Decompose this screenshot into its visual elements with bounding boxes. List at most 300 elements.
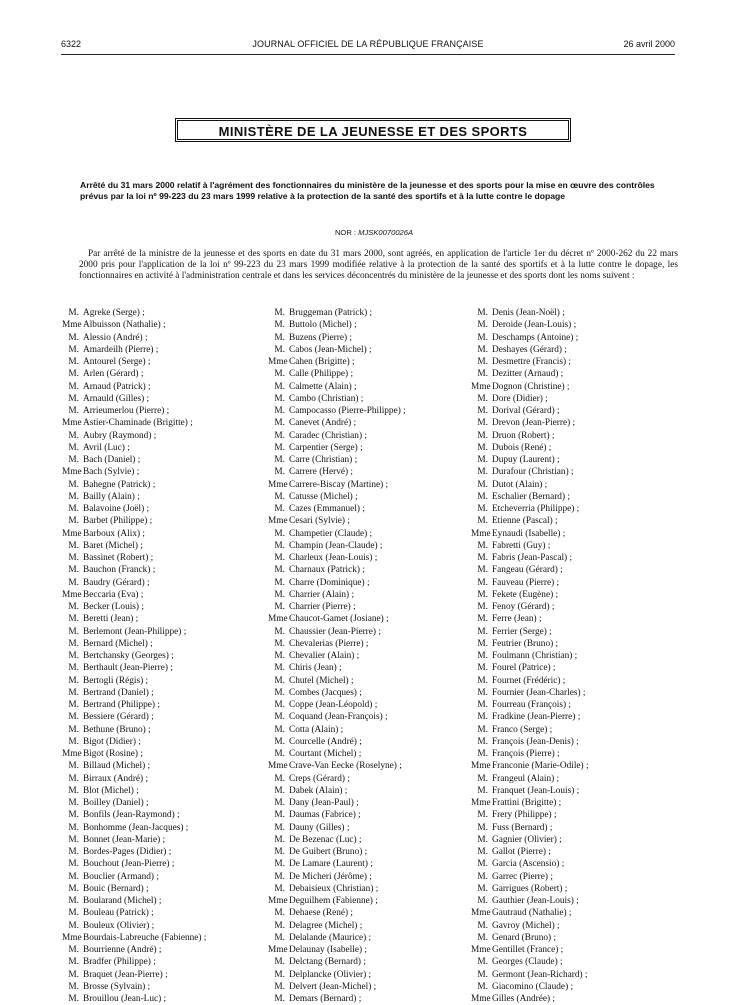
list-item [471,626,681,638]
civility-title: M. [68,957,79,968]
official-name: Charrier (Pierre) ; [289,602,356,612]
list-item [62,466,272,478]
civility-title: M. [68,602,79,612]
list-item [471,858,681,870]
official-name: Dutot (Alain) ; [492,479,548,490]
list-item [268,405,478,417]
list-item [268,491,478,503]
official-name: Bonnet (Jean-Marie) ; [83,834,166,845]
official-name: Amardeilh (Pierre) ; [83,344,159,355]
nor-reference [0,228,748,237]
official-name: Bernard (Michel) ; [83,638,153,649]
list-item [268,932,478,944]
page-header [61,39,675,53]
official-name: Carpentier (Serge) ; [289,442,363,453]
civility-title: M. [477,810,488,821]
list-item [268,356,478,368]
list-item [62,883,272,895]
official-name: Bouleau (Patrick) ; [83,908,154,919]
list-item [471,589,681,601]
civility-title: M. [274,344,285,355]
official-name: Arlen (Gérard) ; [83,369,144,380]
list-item [62,846,272,858]
official-name: Cambo (Christian) ; [289,393,364,404]
official-name: Dauny (Gilles) ; [289,822,350,833]
list-item [471,969,681,981]
list-item [268,601,478,613]
list-item [268,711,478,723]
list-item [471,332,681,344]
official-name: Demars (Bernard) ; [289,994,362,1004]
civility-title: M. [274,320,285,331]
civility-title: M. [274,785,285,796]
civility-title: Mme [62,467,82,478]
list-item [62,528,272,540]
list-item [471,797,681,809]
official-name: Chutel (Michel) ; [289,675,354,686]
official-name: Garrigues (Robert) ; [492,883,568,894]
civility-title: M. [477,663,488,674]
official-name: Bach (Sylvie) ; [83,467,140,478]
official-name: Bertchansky (Georges) ; [83,651,174,661]
civility-title: M. [274,308,285,318]
official-name: Fabris (Jean-Pascal) ; [492,553,573,563]
civility-title: M. [274,626,285,637]
list-item [268,515,478,527]
list-item [62,540,272,552]
civility-title: M. [274,651,285,661]
list-item [268,393,478,405]
civility-title: M. [274,589,285,600]
official-name: Chevalerias (Pierre) ; [289,638,369,649]
civility-title: M. [477,736,488,747]
list-item [471,981,681,993]
official-name: Dore (Didier) ; [492,393,548,404]
official-name: Deschamps (Antoine) ; [492,332,579,343]
list-item [471,368,681,380]
civility-title: M. [477,406,488,416]
civility-title: M. [274,406,285,416]
civility-title: M. [68,455,79,465]
civility-title: M. [68,798,79,808]
civility-title: M. [477,430,488,441]
official-name: Gavroy (Michel) ; [492,920,560,931]
official-name: Beretti (Jean) ; [83,614,139,625]
list-item [268,307,478,319]
list-item [471,528,681,540]
official-name: Fauveau (Pierre) ; [492,577,560,588]
list-item [62,552,272,564]
list-item [471,552,681,564]
official-name: Fuss (Bernard) ; [492,822,553,833]
official-name: Druon (Robert) ; [492,430,555,441]
civility-title: Mme [471,798,491,808]
list-item [471,907,681,919]
list-item [471,920,681,932]
civility-title: M. [68,761,79,772]
name-column-2 [268,307,478,1005]
civility-title: M. [68,540,79,551]
list-item [62,724,272,736]
list-item [471,466,681,478]
civility-title: M. [274,675,285,686]
civility-title: M. [477,773,488,784]
civility-title: Mme [268,614,288,625]
list-item [471,871,681,883]
list-item [471,491,681,503]
official-name: Deshayes (Gérard) ; [492,344,567,355]
list-item [471,724,681,736]
official-name: Bahegne (Patrick) ; [83,479,156,490]
list-item [62,993,272,1005]
official-name: Bordes-Pages (Didier) ; [83,847,172,857]
civility-title: M. [68,810,79,821]
list-item [62,871,272,883]
civility-title: M. [274,540,285,551]
civility-title: M. [68,479,79,490]
official-name: Fekete (Eugène) ; [492,589,559,600]
list-item [268,503,478,515]
civility-title: M. [68,504,79,514]
civility-title: M. [274,602,285,612]
official-name: Bouchout (Jean-Pierre) ; [83,859,175,870]
civility-title: M. [68,393,79,404]
list-item [62,858,272,870]
list-item [62,503,272,515]
civility-title: M. [68,626,79,637]
official-name: Etienne (Pascal) ; [492,516,558,527]
nor-code: MJSK0070026A [358,228,414,237]
official-name: Dabek (Alain) ; [289,785,348,796]
civility-title: M. [477,577,488,588]
list-item [268,344,478,356]
civility-title: M. [477,957,488,968]
official-name: Bertrand (Daniel) ; [83,687,154,698]
list-item [471,430,681,442]
list-item [268,969,478,981]
official-name: De Lamare (Laurent) ; [289,859,373,870]
civility-title: M. [274,773,285,784]
official-name: Fourel (Patrice) ; [492,663,556,674]
civility-title: M. [477,638,488,649]
official-name: Bassinet (Robert) ; [83,553,154,563]
civility-title: M. [477,467,488,478]
official-name: Fourreau (François) ; [492,700,572,710]
list-item [471,393,681,405]
civility-title: M. [477,651,488,661]
civility-title: M. [68,700,79,710]
civility-title: M. [477,320,488,331]
civility-title: M. [68,308,79,318]
official-name: Cazes (Emmanuel) ; [289,504,365,514]
list-item [268,773,478,785]
official-name: Ferrier (Serge) ; [492,626,552,637]
list-item [62,822,272,834]
official-name: Dorival (Gérard) ; [492,406,560,416]
civility-title: M. [274,663,285,674]
list-item [471,344,681,356]
official-name: Cabos (Jean-Michel) ; [289,344,372,355]
civility-title: Mme [268,479,288,490]
list-item [268,650,478,662]
list-item [471,785,681,797]
official-name: Baudry (Gérard) ; [83,577,150,588]
civility-title: M. [68,614,79,625]
civility-title: M. [477,871,488,882]
civility-title: M. [274,565,285,576]
civility-title: Mme [471,908,491,919]
civility-title: Mme [471,994,491,1004]
list-item [268,454,478,466]
civility-title: M. [274,638,285,649]
civility-title: Mme [268,357,288,367]
official-name: Boularand (Michel) ; [83,896,162,906]
list-item [268,552,478,564]
list-item [268,907,478,919]
list-item [62,319,272,331]
civility-title: M. [477,479,488,490]
official-name: Foulmann (Christian) ; [492,651,578,661]
official-name: Alessio (André) ; [83,332,148,343]
civility-title: M. [274,504,285,514]
civility-title: M. [68,969,79,980]
civility-title: Mme [268,761,288,772]
official-name: Astier-Chaminade (Brigitte) ; [83,418,193,429]
civility-title: Mme [471,381,491,392]
civility-title: M. [477,602,488,612]
list-item [62,907,272,919]
official-name: Genard (Bruno) ; [492,932,557,943]
list-item [471,675,681,687]
list-item [268,381,478,393]
civility-title: M. [68,430,79,441]
list-item [62,626,272,638]
civility-title: M. [477,675,488,686]
official-name: Bigot (Rosine) ; [83,749,143,759]
official-name: Daumas (Fabrice) ; [289,810,361,821]
civility-title: Mme [471,945,491,955]
civility-title: M. [477,540,488,551]
list-item [62,381,272,393]
official-name: Drevon (Jean-Pierre) ; [492,418,576,429]
official-name: Charrier (Alain) ; [289,589,355,600]
list-item [62,895,272,907]
official-name: Bigot (Didier) ; [83,736,141,747]
list-item [62,773,272,785]
official-name: Beccaria (Eva) ; [83,589,144,600]
official-name: Bouleux (Olivier) ; [83,920,155,931]
ministry-heading: MINISTÈRE DE LA JEUNESSE ET DES SPORTS [175,118,571,142]
official-name: Giacomino (Claude) ; [492,981,574,992]
official-name: Chaussier (Jean-Pierre) ; [289,626,381,637]
official-name: Dany (Jean-Paul) ; [289,798,359,808]
list-item [62,564,272,576]
list-item [471,711,681,723]
list-item [471,944,681,956]
civility-title: M. [274,442,285,453]
list-item [471,515,681,527]
list-item [62,601,272,613]
official-name: Fradkine (Jean-Pierre) ; [492,712,581,723]
official-name: Bouic (Bernard) ; [83,883,149,894]
list-item [471,760,681,772]
list-item [268,319,478,331]
official-name: Gilles (Andrée) ; [492,994,555,1004]
official-name: Catusse (Michel) ; [289,491,358,502]
civility-title: M. [68,871,79,882]
official-name: Delplancke (Olivier) ; [289,969,372,980]
list-item [62,479,272,491]
list-item [471,577,681,589]
list-item [471,773,681,785]
official-name: Creps (Gérard) ; [289,773,350,784]
list-item [62,638,272,650]
civility-title: M. [274,467,285,478]
civility-title: M. [274,418,285,429]
civility-title: M. [68,516,79,527]
official-name: Bonhomme (Jean-Jacques) ; [83,822,189,833]
list-item [62,969,272,981]
civility-title: M. [477,332,488,343]
list-item [268,479,478,491]
header-rule [61,54,675,55]
list-item [268,442,478,454]
civility-title: M. [274,724,285,735]
civility-title: M. [477,700,488,710]
list-item [268,724,478,736]
civility-title: M. [68,577,79,588]
list-item [268,466,478,478]
civility-title: M. [477,308,488,318]
list-item [62,417,272,429]
civility-title: M. [477,981,488,992]
official-name: Bonfils (Jean-Raymond) ; [83,810,180,821]
official-name: Carrere-Biscay (Martine) ; [289,479,389,490]
list-item [268,675,478,687]
civility-title: M. [274,981,285,992]
civility-title: M. [274,859,285,870]
list-item [268,858,478,870]
official-name: Franquet (Jean-Louis) ; [492,785,580,796]
page-number: 6322 [61,39,82,49]
list-item [471,540,681,552]
official-name: Bertogli (Régis) ; [83,675,149,686]
list-item [268,687,478,699]
official-name: Courtant (Michel) ; [289,749,362,759]
civility-title: M. [68,491,79,502]
civility-title: M. [68,406,79,416]
civility-title: M. [274,577,285,588]
civility-title: Mme [268,945,288,955]
journal-title: JOURNAL OFFICIEL DE LA RÉPUBLIQUE FRANÇAISE [252,39,484,49]
civility-title: M. [68,822,79,833]
official-name: Durafour (Christian) ; [492,467,574,478]
official-name: Billaud (Michel) ; [83,761,151,772]
civility-title: M. [274,834,285,845]
civility-title: M. [477,626,488,637]
official-name: Fabretti (Guy) ; [492,540,551,551]
official-name: Albuisson (Nathalie) ; [83,320,166,331]
civility-title: M. [477,565,488,576]
list-item [62,834,272,846]
civility-title: M. [68,847,79,857]
official-name: Boilley (Daniel) ; [83,798,149,808]
official-name: Fangeau (Gérard) ; [492,565,563,576]
list-item [268,760,478,772]
list-item [62,956,272,968]
civility-title: M. [274,712,285,723]
official-name: Charre (Dominique) ; [289,577,370,588]
official-name: De Micheri (Jérôme) ; [289,871,372,882]
list-item [62,405,272,417]
civility-title: Mme [268,896,288,906]
official-name: Bouclier (Armand) ; [83,871,159,882]
list-item [268,577,478,589]
civility-title: M. [477,847,488,857]
list-item [62,393,272,405]
official-name: Bruggeman (Patrick) ; [289,308,373,318]
list-item [471,307,681,319]
civility-title: M. [68,663,79,674]
list-item [268,528,478,540]
list-item [62,711,272,723]
official-name: De Bezenac (Luc) ; [289,834,362,845]
list-item [268,785,478,797]
civility-title: M. [274,528,285,539]
list-item [471,748,681,760]
official-name: Aubry (Raymond) ; [83,430,157,441]
official-name: Bertrand (Philippe) ; [83,700,160,710]
list-item [62,442,272,454]
civility-title: M. [477,687,488,698]
civility-title: M. [68,651,79,661]
list-item [471,417,681,429]
civility-title: M. [477,969,488,980]
official-name: Garrec (Pierre) ; [492,871,553,882]
list-item [62,662,272,674]
official-name: Delalande (Maurice) ; [289,932,372,943]
civility-title: M. [274,430,285,441]
list-item [471,834,681,846]
list-item [268,417,478,429]
list-item [62,920,272,932]
name-column-3 [471,307,681,1005]
list-item [62,454,272,466]
list-item [268,662,478,674]
list-item [471,454,681,466]
civility-title: M. [68,332,79,343]
official-name: Bauchon (Franck) ; [83,565,156,576]
list-item [62,944,272,956]
official-name: Brouillou (Jean-Luc) ; [83,994,167,1004]
list-item [62,307,272,319]
civility-title: Mme [62,320,82,331]
official-name: Champetier (Claude) ; [289,528,373,539]
official-name: Berlemont (Jean-Philippe) ; [83,626,187,637]
list-item [268,748,478,760]
civility-title: M. [274,810,285,821]
official-name: Gallot (Pierre) ; [492,847,551,857]
civility-title: Mme [62,932,82,943]
list-item [268,981,478,993]
list-item [62,430,272,442]
list-item [471,736,681,748]
issue-date: 26 avril 2000 [623,39,675,49]
nor-label: NOR : [334,228,357,237]
civility-title: M. [68,553,79,563]
official-name: Eynaudi (Isabelle) ; [492,528,566,539]
official-name: Franco (Serge) ; [492,724,553,735]
